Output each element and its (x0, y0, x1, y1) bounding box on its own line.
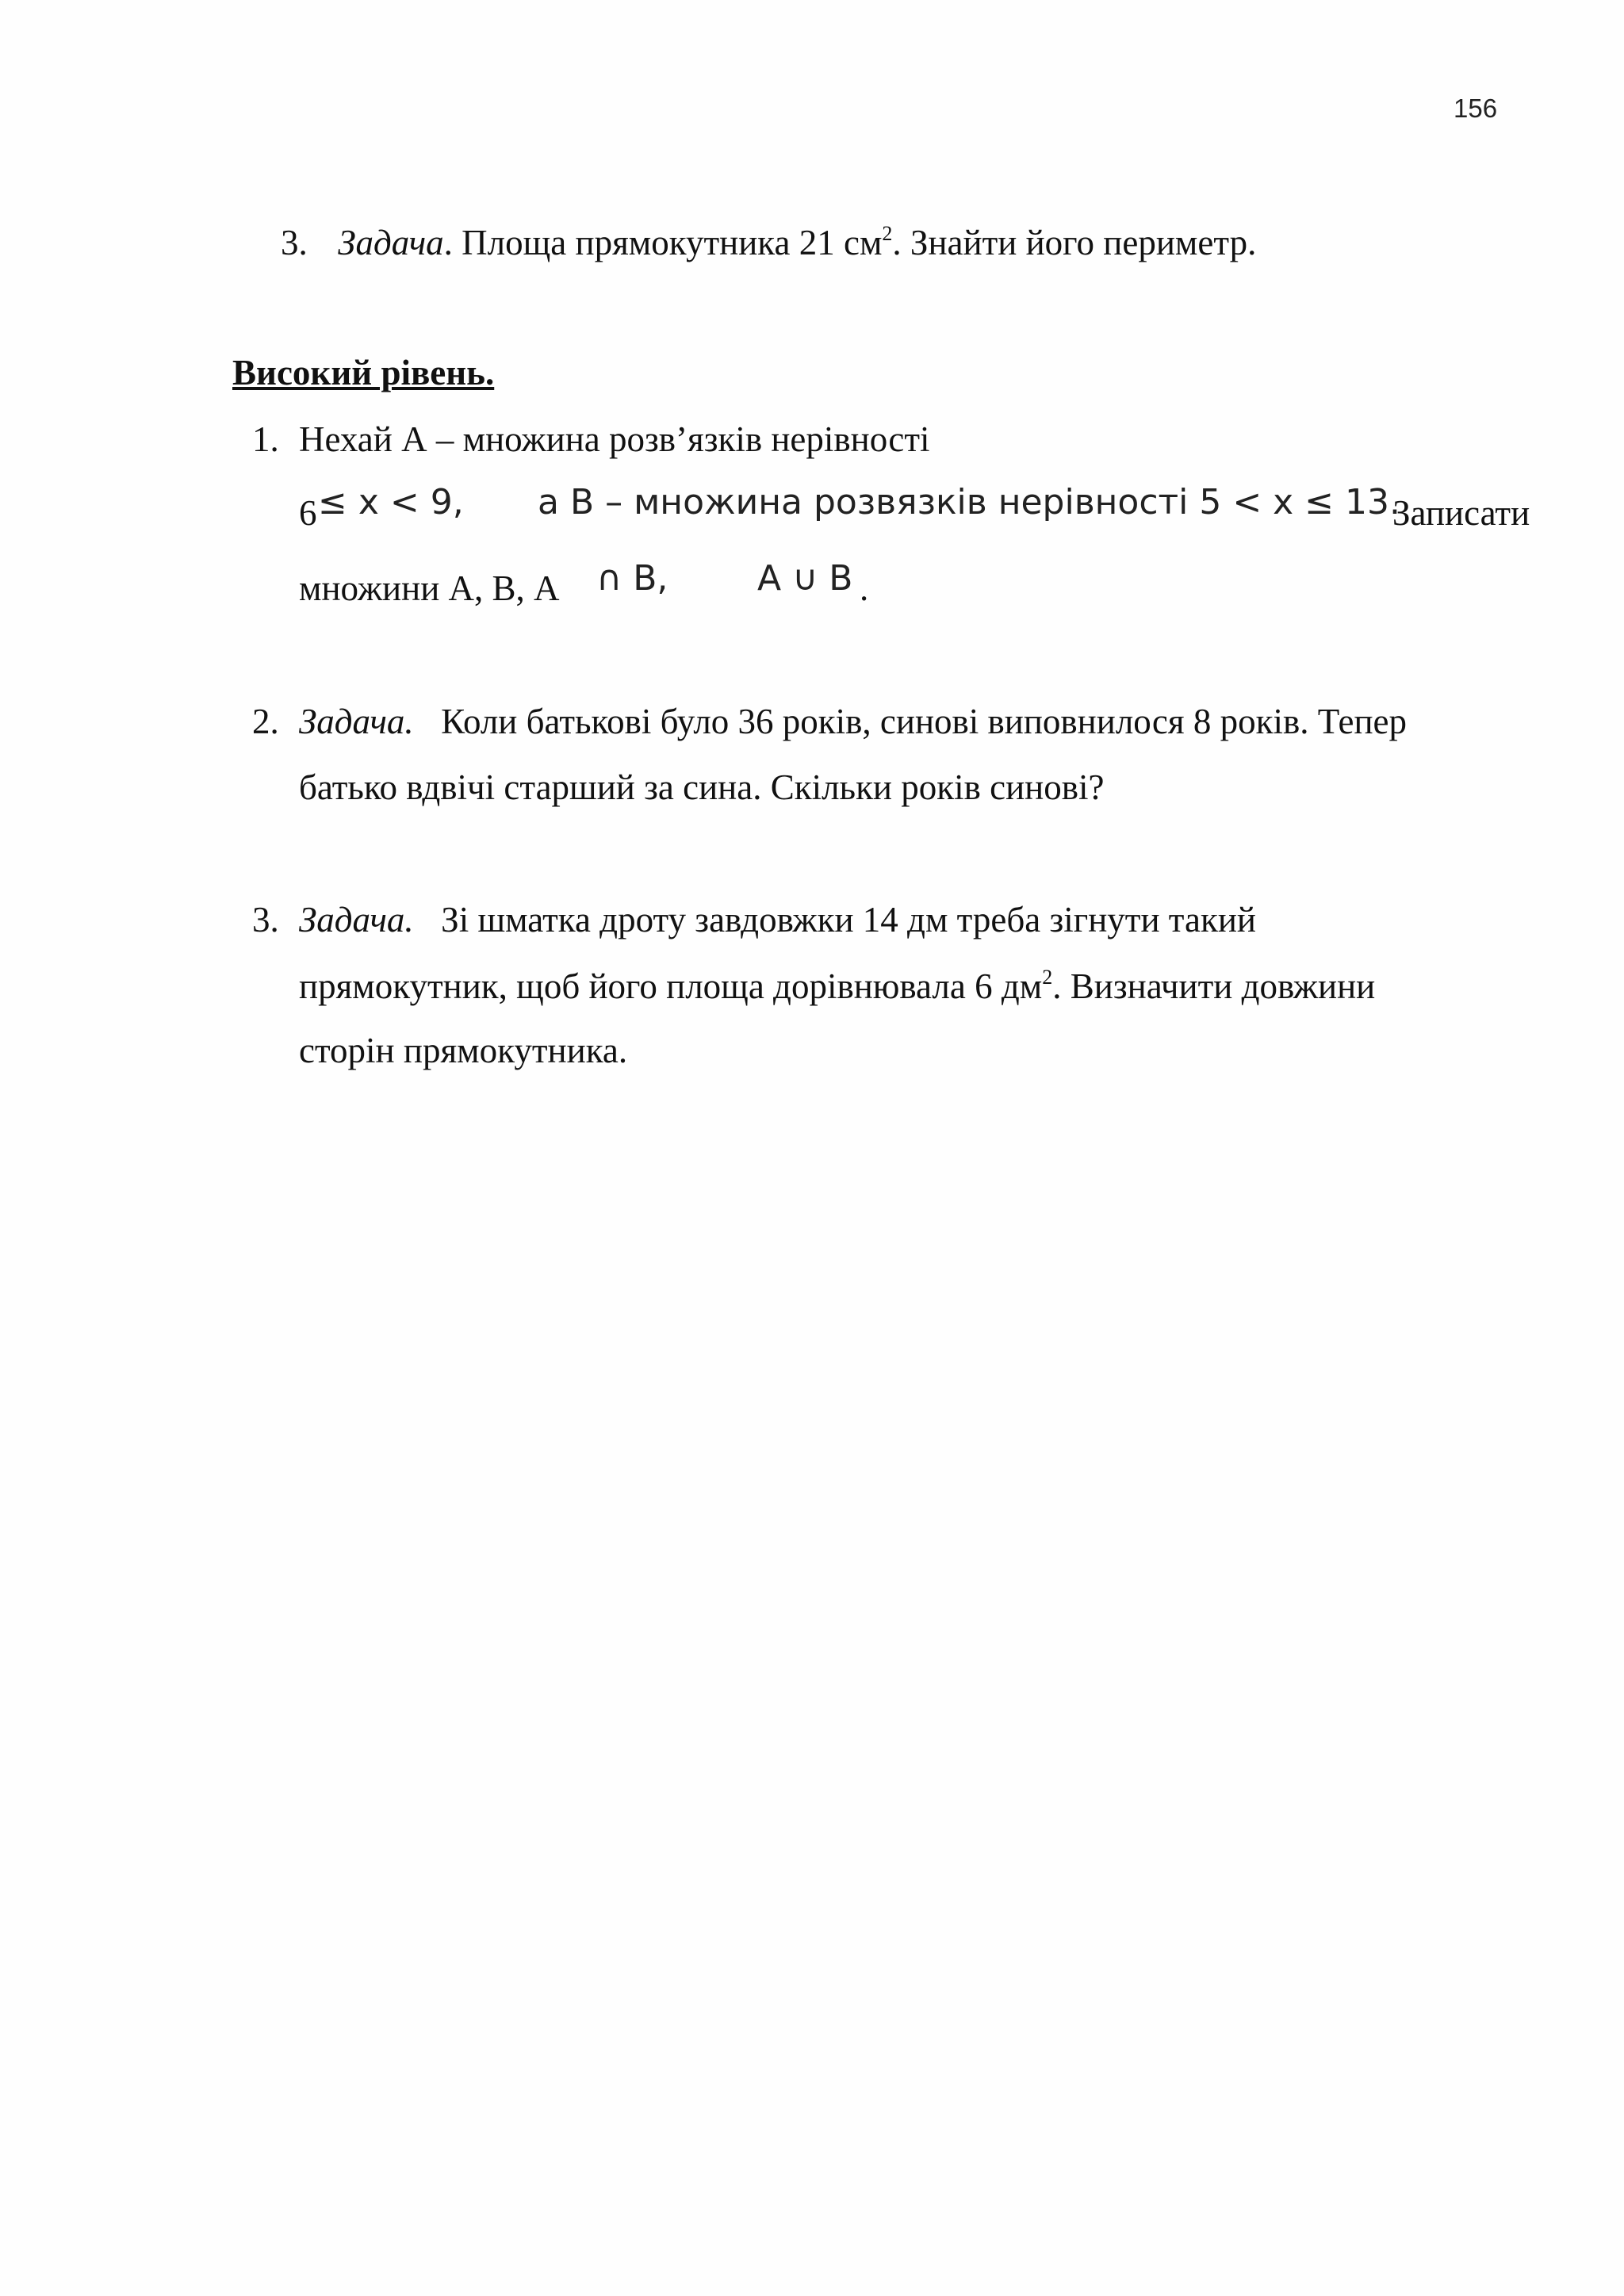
formula-image: а В – множина розвязків нерівності 5 < x ≤ 13. (538, 482, 1401, 522)
prev-task-line (281, 224, 1256, 261)
task-number: 1. (252, 419, 279, 459)
task-text: Коли батькові було 36 років, синові виповнилося 8 років. Тепер (441, 702, 1408, 741)
task-3-line-1 (299, 902, 1256, 938)
task-1-line-2-prefix: 6 (299, 493, 317, 533)
task-label: Задача. (299, 702, 414, 741)
task-1-line-3-suffix: . (860, 568, 869, 608)
task-3-line-2 (299, 967, 1375, 1004)
task-2-line-2: батько вдвічі старший за сина. Скільки років синові? (299, 767, 1105, 807)
superscript: 2 (1042, 966, 1053, 989)
formula-image: A ∪ B (757, 558, 853, 599)
section-heading: Високий рівень. (232, 353, 495, 392)
task-label: Задача (338, 223, 444, 262)
task-1-line-3-prefix: множини А, В, А (299, 568, 560, 608)
task-number: 2. (252, 702, 279, 741)
task-text: прямокутник, щоб його площа дорівнювала 6 дм (299, 966, 1043, 1006)
task-number: 3. (281, 223, 308, 262)
task-text: . Площа прямокутника 21 см (443, 223, 883, 262)
task-text: . Визначити довжини (1052, 966, 1376, 1006)
task-1-line-2-suffix: Записати (1392, 493, 1530, 533)
page-number: 156 (1454, 94, 1498, 123)
task-number: 3. (252, 900, 279, 939)
task-2-line-1 (299, 704, 1407, 740)
task-1-line-1: Нехай А – множина розв’язків нерівності (299, 419, 930, 459)
superscript: 2 (882, 222, 893, 245)
task-label: Задача. (299, 900, 414, 939)
formula-image: ≤ x < 9, (318, 482, 464, 522)
task-text: . Знайти його периметр. (892, 223, 1257, 262)
formula-image: ∩ B, (596, 558, 668, 599)
task-3-line-3: сторін прямокутника. (299, 1031, 628, 1070)
task-text: Зі шматка дроту завдовжки 14 дм треба зігнути такий (441, 900, 1257, 939)
